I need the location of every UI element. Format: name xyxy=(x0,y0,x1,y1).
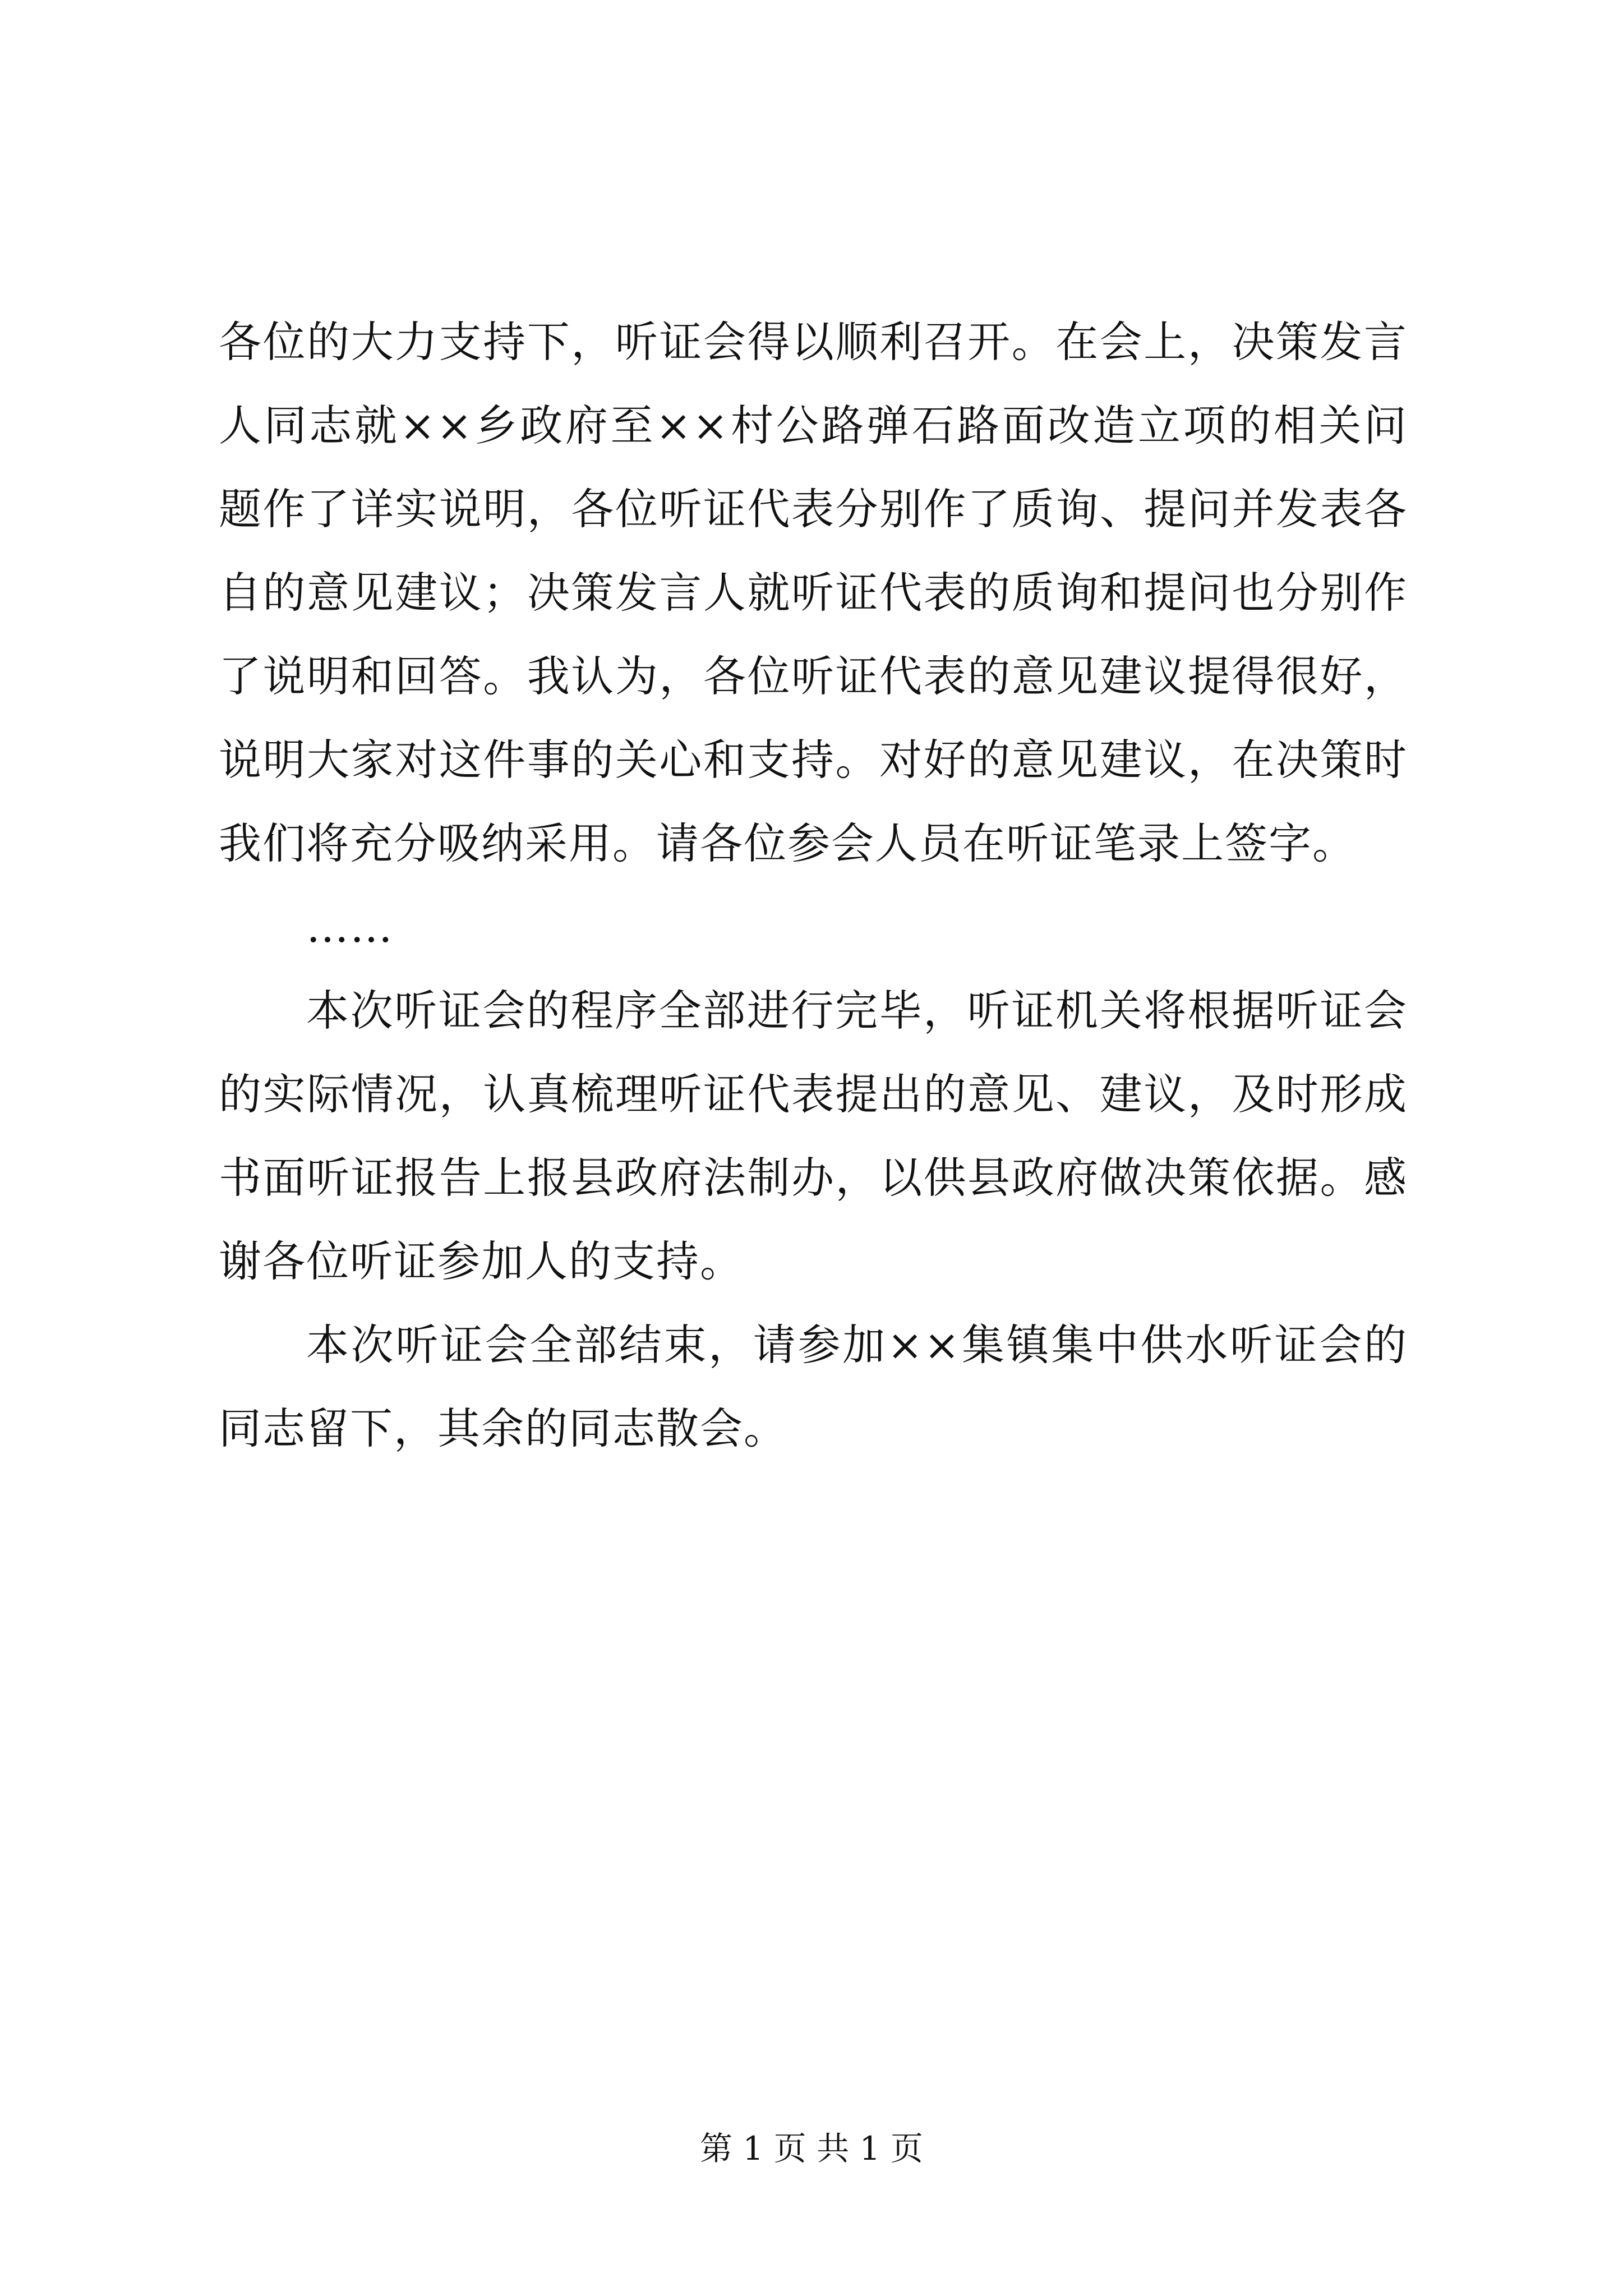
paragraph-continuation: 各位的大力支持下，听证会得以顺利召开。在会上，决策发言人同志就××乡政府至××村公路弹石路面改造立项的相关问题作了详实说明，各位听证代表分别作了质询、提问并发表各自的意见建议；决策发言人就听证代表的质询和提问也分别作了说明和回答。我认为，各位听证代表的意见建议提得很好，说明大家对这件事的关心和支持。对好的意见建议，在决策时我们将充分吸纳采用。请各位参会人员在听证笔录上签字。 xyxy=(219,317,1408,868)
document-body xyxy=(219,300,1408,1470)
paragraph-procedure-complete: 本次听证会的程序全部进行完毕，听证机关将根据听证会的实际情况，认真梳理听证代表提出的意见、建议，及时形成书面听证报告上报县政府法制办，以供县政府做决策依据。感谢各位听证参加人的支持。 xyxy=(219,986,1408,1286)
paragraph-ellipsis: …… xyxy=(306,902,394,952)
paragraph-meeting-end: 本次听证会全部结束，请参加××集镇集中供水听证会的同志留下，其余的同志散会。 xyxy=(219,1320,1408,1453)
page-footer: 第 1 页 共 1 页 xyxy=(700,2129,923,2168)
